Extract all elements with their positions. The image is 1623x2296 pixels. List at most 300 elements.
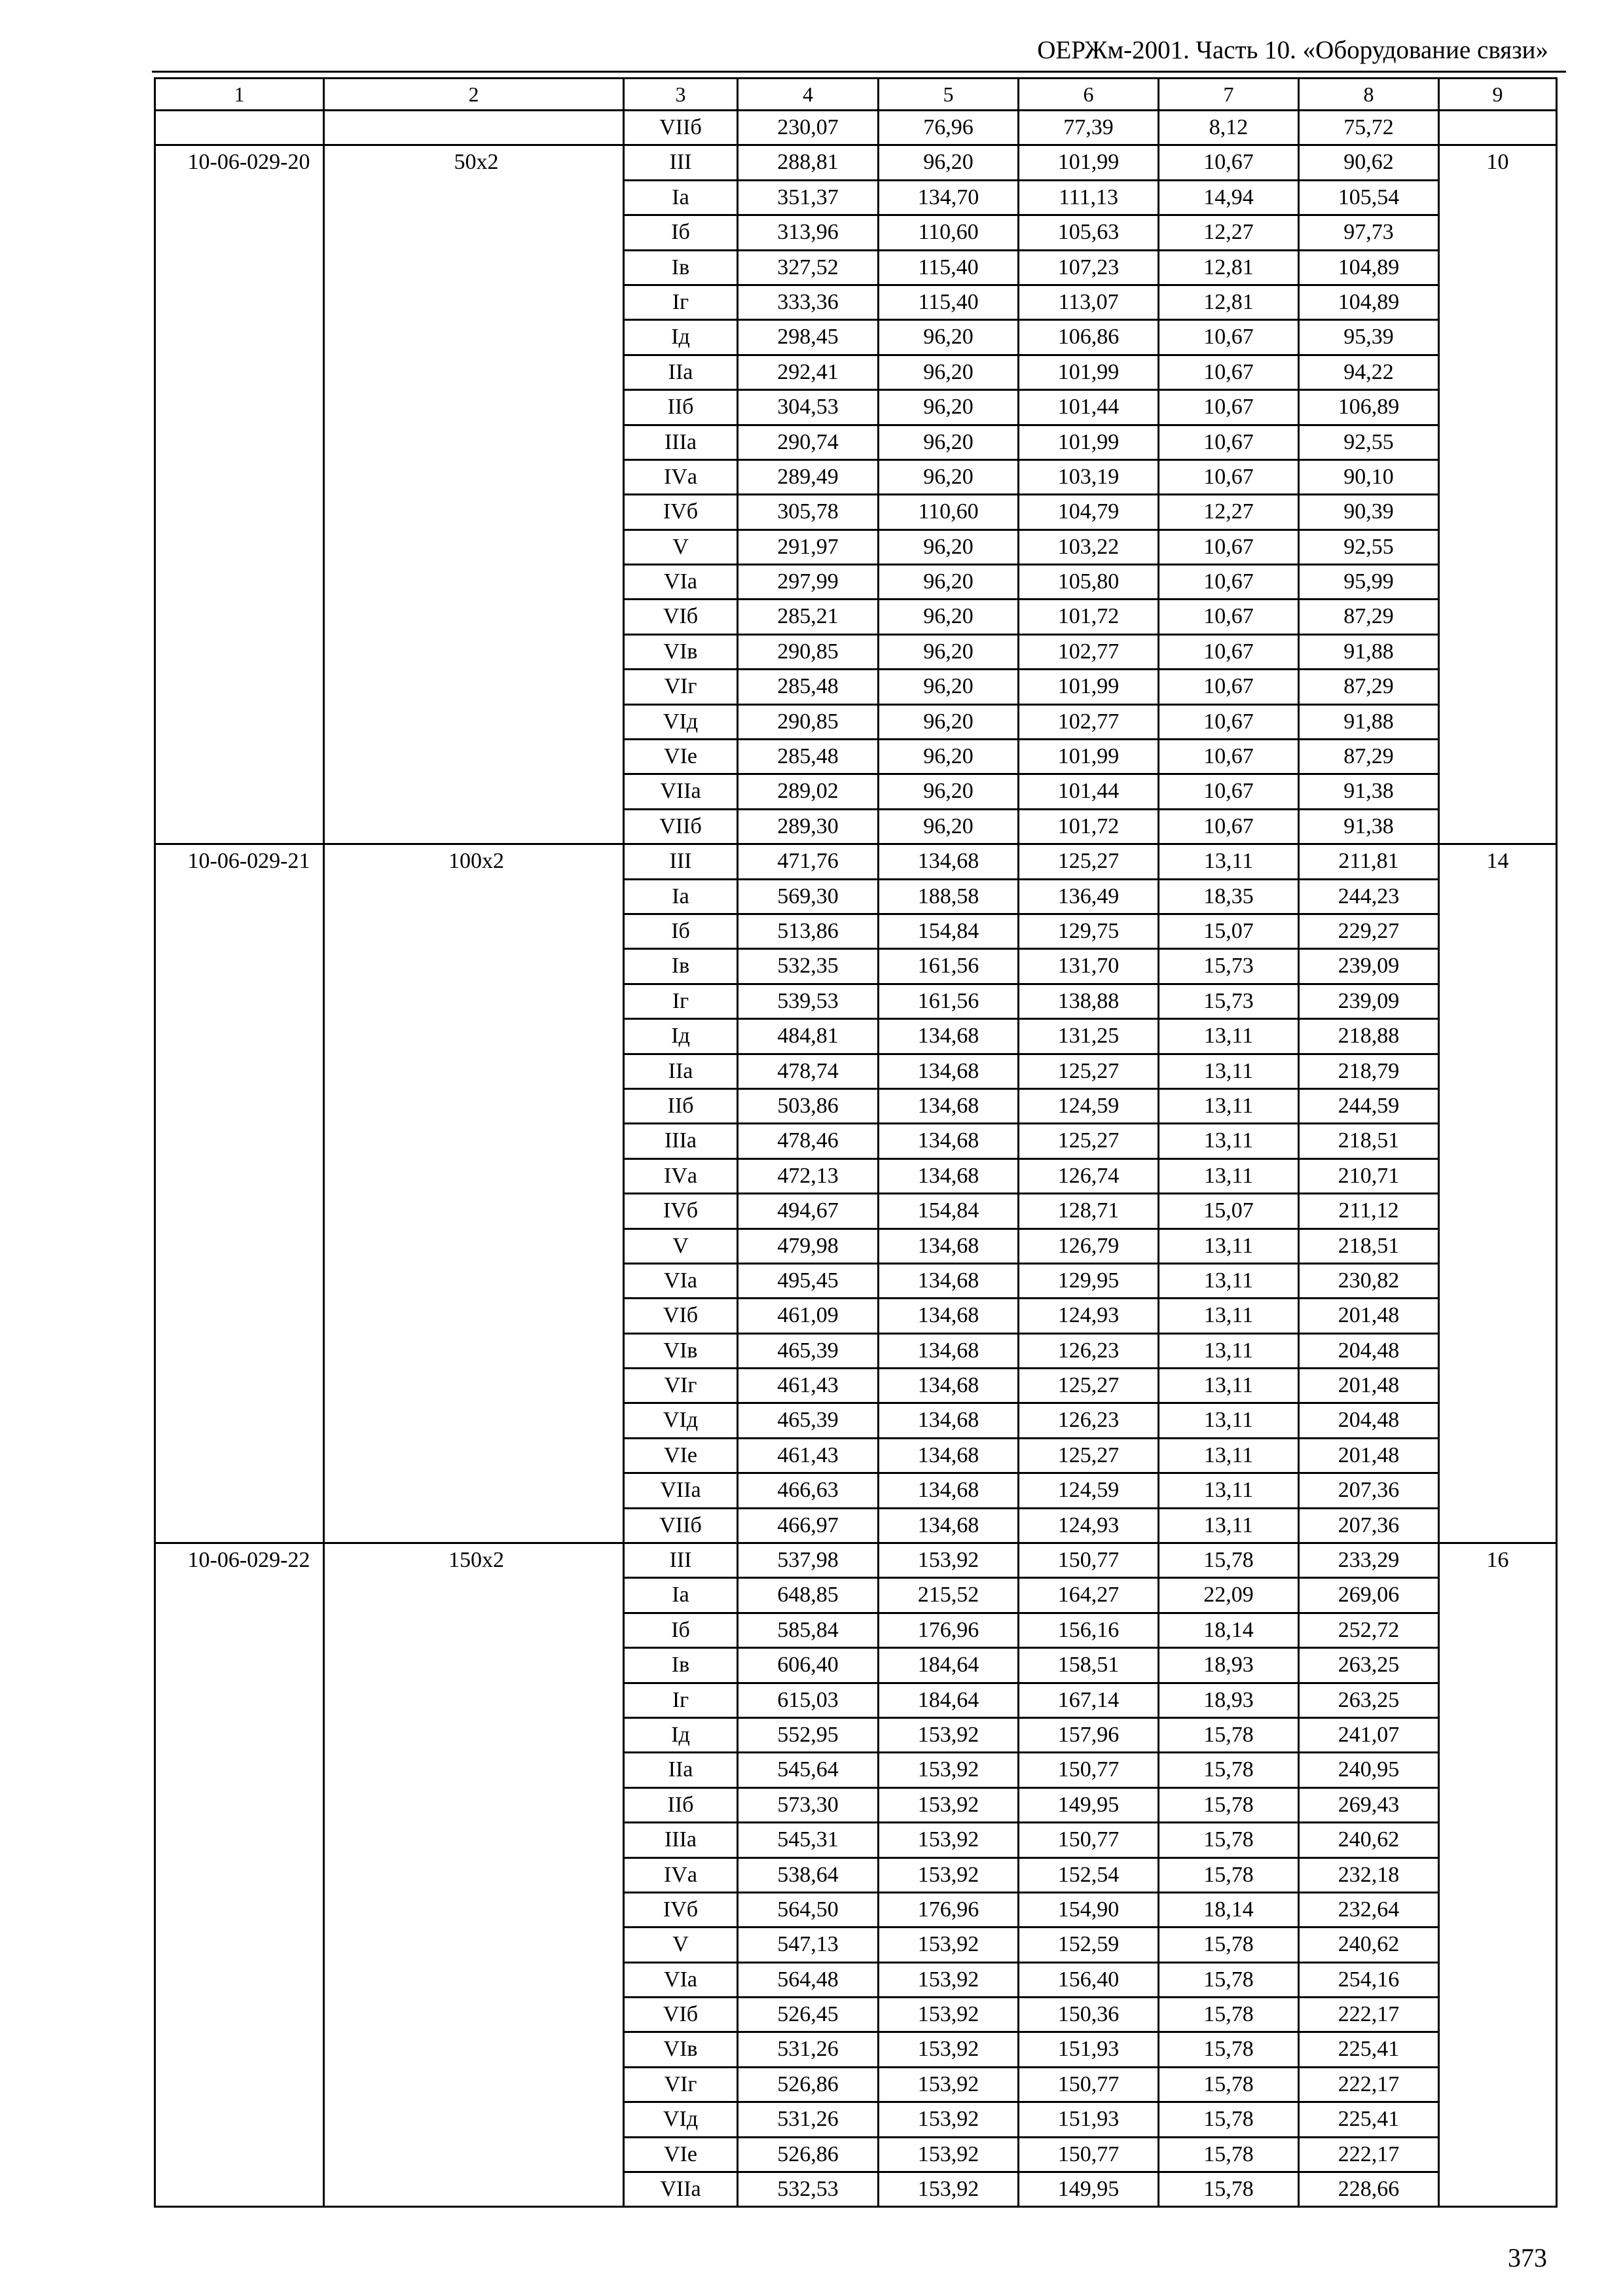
- zone-cell: VIIб: [624, 111, 738, 145]
- driver-wage-cell: 15,73: [1159, 984, 1299, 1018]
- wage-cell: 161,56: [879, 949, 1019, 984]
- zone-cell: IIб: [624, 1088, 738, 1123]
- machine-cell: 102,77: [1019, 704, 1159, 739]
- weight-cell: [1439, 1613, 1557, 1647]
- wage-cell: 134,68: [879, 1124, 1019, 1158]
- table-row: [155, 1928, 1557, 1962]
- size-cell: [324, 670, 624, 704]
- total-cell: 333,36: [738, 285, 879, 319]
- size-cell: [324, 2172, 624, 2207]
- weight-cell: [1439, 355, 1557, 389]
- code-cell: [155, 459, 324, 494]
- wage-cell: 96,20: [879, 529, 1019, 564]
- code-cell: [155, 704, 324, 739]
- driver-wage-cell: 15,78: [1159, 1753, 1299, 1787]
- wage-cell: 96,20: [879, 774, 1019, 809]
- weight-cell: [1439, 809, 1557, 844]
- code-cell: [155, 879, 324, 914]
- material-cell: 87,29: [1299, 600, 1439, 634]
- material-cell: 232,64: [1299, 1892, 1439, 1927]
- code-cell: [155, 2032, 324, 2067]
- wage-cell: 134,68: [879, 1019, 1019, 1054]
- size-cell: [324, 355, 624, 389]
- code-cell: [155, 390, 324, 425]
- weight-cell: [1439, 1194, 1557, 1229]
- table-row: [155, 1473, 1557, 1508]
- machine-cell: 149,95: [1019, 1787, 1159, 1822]
- wage-cell: 115,40: [879, 285, 1019, 319]
- wage-cell: 134,68: [879, 1158, 1019, 1193]
- zone-cell: IIа: [624, 1753, 738, 1787]
- code-cell: [155, 1019, 324, 1054]
- total-cell: 484,81: [738, 1019, 879, 1054]
- weight-cell: [1439, 1333, 1557, 1368]
- machine-cell: 102,77: [1019, 634, 1159, 669]
- material-cell: 106,89: [1299, 390, 1439, 425]
- table-row: [155, 1438, 1557, 1473]
- table-row: [155, 1578, 1557, 1613]
- zone-cell: IIа: [624, 1054, 738, 1088]
- size-cell: [324, 285, 624, 319]
- wage-cell: 134,70: [879, 180, 1019, 215]
- table-row: [155, 1054, 1557, 1088]
- weight-cell: [1439, 529, 1557, 564]
- table-row: [155, 1823, 1557, 1857]
- material-cell: 228,66: [1299, 2172, 1439, 2207]
- code-cell: [155, 1088, 324, 1123]
- code-cell: [155, 1648, 324, 1683]
- zone-cell: VIа: [624, 1263, 738, 1298]
- zone-cell: IVб: [624, 1892, 738, 1927]
- material-cell: 95,39: [1299, 320, 1439, 355]
- size-cell: [324, 1928, 624, 1962]
- code-cell: [155, 809, 324, 844]
- table-row: [155, 1158, 1557, 1193]
- driver-wage-cell: 13,11: [1159, 1158, 1299, 1193]
- zone-cell: IIб: [624, 1787, 738, 1822]
- column-header: 1: [155, 79, 324, 111]
- machine-cell: 104,79: [1019, 495, 1159, 529]
- size-cell: [324, 250, 624, 285]
- table-row: [155, 704, 1557, 739]
- machine-cell: 101,99: [1019, 740, 1159, 774]
- total-cell: 289,30: [738, 809, 879, 844]
- machine-cell: 129,95: [1019, 1263, 1159, 1298]
- zone-cell: IIIа: [624, 1823, 738, 1857]
- total-cell: 304,53: [738, 390, 879, 425]
- weight-cell: [1439, 774, 1557, 809]
- zone-cell: Iб: [624, 914, 738, 948]
- zone-cell: III: [624, 844, 738, 879]
- code-cell: [155, 180, 324, 215]
- total-cell: 532,35: [738, 949, 879, 984]
- weight-cell: [1439, 1299, 1557, 1333]
- code-cell: [155, 565, 324, 600]
- zone-cell: VIIа: [624, 1473, 738, 1508]
- zone-cell: IVа: [624, 1857, 738, 1892]
- size-cell: [324, 495, 624, 529]
- size-cell: [324, 1438, 624, 1473]
- total-cell: 289,02: [738, 774, 879, 809]
- wage-cell: 134,68: [879, 1263, 1019, 1298]
- material-cell: 263,25: [1299, 1648, 1439, 1683]
- table-row: [155, 495, 1557, 529]
- zone-cell: VIIб: [624, 809, 738, 844]
- weight-cell: [1439, 1473, 1557, 1508]
- size-cell: [324, 320, 624, 355]
- code-cell: 10-06-029-22: [155, 1543, 324, 1578]
- size-cell: [324, 740, 624, 774]
- table-row: [155, 425, 1557, 459]
- material-cell: 92,55: [1299, 425, 1439, 459]
- zone-cell: VIв: [624, 1333, 738, 1368]
- code-cell: [155, 984, 324, 1018]
- machine-cell: 150,77: [1019, 2067, 1159, 2102]
- driver-wage-cell: 22,09: [1159, 1578, 1299, 1613]
- machine-cell: 106,86: [1019, 320, 1159, 355]
- total-cell: 298,45: [738, 320, 879, 355]
- driver-wage-cell: 15,78: [1159, 1717, 1299, 1752]
- code-cell: [155, 285, 324, 319]
- driver-wage-cell: 15,07: [1159, 914, 1299, 948]
- size-cell: [324, 425, 624, 459]
- column-header: 2: [324, 79, 624, 111]
- driver-wage-cell: 18,35: [1159, 879, 1299, 914]
- driver-wage-cell: 10,67: [1159, 529, 1299, 564]
- code-cell: [155, 529, 324, 564]
- wage-cell: 134,68: [879, 844, 1019, 879]
- total-cell: 289,49: [738, 459, 879, 494]
- size-cell: [324, 2067, 624, 2102]
- total-cell: 351,37: [738, 180, 879, 215]
- wage-cell: 184,64: [879, 1648, 1019, 1683]
- machine-cell: 128,71: [1019, 1194, 1159, 1229]
- weight-cell: [1439, 1263, 1557, 1298]
- total-cell: 478,46: [738, 1124, 879, 1158]
- zone-cell: IIб: [624, 390, 738, 425]
- wage-cell: 161,56: [879, 984, 1019, 1018]
- machine-cell: 105,63: [1019, 215, 1159, 250]
- size-cell: [324, 1578, 624, 1613]
- machine-cell: 124,93: [1019, 1508, 1159, 1543]
- zone-cell: VIа: [624, 1962, 738, 1997]
- driver-wage-cell: 13,11: [1159, 1333, 1299, 1368]
- total-cell: 466,97: [738, 1508, 879, 1543]
- total-cell: 564,50: [738, 1892, 879, 1927]
- code-cell: [155, 215, 324, 250]
- code-cell: [155, 1333, 324, 1368]
- total-cell: 327,52: [738, 250, 879, 285]
- driver-wage-cell: 12,81: [1159, 250, 1299, 285]
- material-cell: 232,18: [1299, 1857, 1439, 1892]
- driver-wage-cell: 15,78: [1159, 1998, 1299, 2032]
- driver-wage-cell: 13,11: [1159, 1124, 1299, 1158]
- zone-cell: VIе: [624, 1438, 738, 1473]
- driver-wage-cell: 13,11: [1159, 1229, 1299, 1263]
- total-cell: 503,86: [738, 1088, 879, 1123]
- code-cell: [155, 495, 324, 529]
- code-cell: [155, 1892, 324, 1927]
- size-cell: [324, 565, 624, 600]
- size-cell: [324, 1019, 624, 1054]
- total-cell: 573,30: [738, 1787, 879, 1822]
- wage-cell: 153,92: [879, 2102, 1019, 2137]
- weight-cell: [1439, 740, 1557, 774]
- size-cell: [324, 2137, 624, 2172]
- size-cell: [324, 1124, 624, 1158]
- total-cell: 537,98: [738, 1543, 879, 1578]
- code-cell: [155, 1787, 324, 1822]
- machine-cell: 113,07: [1019, 285, 1159, 319]
- weight-cell: [1439, 1088, 1557, 1123]
- weight-cell: 14: [1439, 844, 1557, 879]
- wage-cell: 153,92: [879, 1753, 1019, 1787]
- code-cell: 10-06-029-20: [155, 145, 324, 180]
- wage-cell: 134,68: [879, 1333, 1019, 1368]
- total-cell: 526,86: [738, 2137, 879, 2172]
- weight-cell: [1439, 1438, 1557, 1473]
- driver-wage-cell: 13,11: [1159, 1263, 1299, 1298]
- driver-wage-cell: 15,78: [1159, 1787, 1299, 1822]
- table-row: [155, 1717, 1557, 1752]
- table-row: [155, 1088, 1557, 1123]
- table-row: [155, 1892, 1557, 1927]
- driver-wage-cell: 13,11: [1159, 1508, 1299, 1543]
- material-cell: 91,38: [1299, 774, 1439, 809]
- machine-cell: 154,90: [1019, 1892, 1159, 1927]
- material-cell: 222,17: [1299, 2067, 1439, 2102]
- size-cell: [324, 1403, 624, 1438]
- column-header: 8: [1299, 79, 1439, 111]
- zone-cell: V: [624, 529, 738, 564]
- machine-cell: 101,99: [1019, 145, 1159, 180]
- size-cell: [324, 111, 624, 145]
- total-cell: 285,48: [738, 740, 879, 774]
- weight-cell: [1439, 1369, 1557, 1403]
- wage-cell: 134,68: [879, 1054, 1019, 1088]
- material-cell: 244,23: [1299, 879, 1439, 914]
- code-cell: [155, 1998, 324, 2032]
- code-cell: [155, 320, 324, 355]
- weight-cell: [1439, 2102, 1557, 2137]
- table-row: [155, 459, 1557, 494]
- size-cell: [324, 529, 624, 564]
- code-cell: [155, 2067, 324, 2102]
- size-cell: [324, 1333, 624, 1368]
- machine-cell: 105,80: [1019, 565, 1159, 600]
- material-cell: 201,48: [1299, 1369, 1439, 1403]
- column-number-row: [155, 79, 1557, 111]
- weight-cell: [1439, 1403, 1557, 1438]
- wage-cell: 153,92: [879, 1928, 1019, 1962]
- total-cell: 495,45: [738, 1263, 879, 1298]
- material-cell: 87,29: [1299, 670, 1439, 704]
- table-row: [155, 145, 1557, 180]
- machine-cell: 149,95: [1019, 2172, 1159, 2207]
- running-header: ОЕРЖм-2001. Часть 10. «Оборудование связи»: [1037, 36, 1548, 64]
- driver-wage-cell: 18,14: [1159, 1613, 1299, 1647]
- wage-cell: 176,96: [879, 1892, 1019, 1927]
- zone-cell: Iа: [624, 180, 738, 215]
- zone-cell: VIб: [624, 600, 738, 634]
- zone-cell: V: [624, 1928, 738, 1962]
- driver-wage-cell: 18,14: [1159, 1892, 1299, 1927]
- zone-cell: IVб: [624, 1194, 738, 1229]
- column-header: 5: [879, 79, 1019, 111]
- machine-cell: 138,88: [1019, 984, 1159, 1018]
- table-row: [155, 774, 1557, 809]
- code-cell: [155, 1299, 324, 1333]
- size-cell: [324, 1857, 624, 1892]
- wage-cell: 153,92: [879, 2032, 1019, 2067]
- wage-cell: 76,96: [879, 111, 1019, 145]
- driver-wage-cell: 10,67: [1159, 355, 1299, 389]
- size-cell: [324, 1194, 624, 1229]
- wage-cell: 96,20: [879, 145, 1019, 180]
- total-cell: 545,31: [738, 1823, 879, 1857]
- machine-cell: 131,25: [1019, 1019, 1159, 1054]
- size-cell: [324, 949, 624, 984]
- weight-cell: [1439, 1508, 1557, 1543]
- material-cell: 269,06: [1299, 1578, 1439, 1613]
- zone-cell: IVа: [624, 459, 738, 494]
- weight-cell: [1439, 425, 1557, 459]
- weight-cell: [1439, 215, 1557, 250]
- code-cell: [155, 600, 324, 634]
- zone-cell: Iг: [624, 285, 738, 319]
- machine-cell: 167,14: [1019, 1683, 1159, 1717]
- code-cell: [155, 1683, 324, 1717]
- wage-cell: 215,52: [879, 1578, 1019, 1613]
- code-cell: [155, 2172, 324, 2207]
- total-cell: 285,48: [738, 670, 879, 704]
- wage-cell: 96,20: [879, 565, 1019, 600]
- code-cell: [155, 914, 324, 948]
- table-row: [155, 1613, 1557, 1647]
- machine-cell: 152,54: [1019, 1857, 1159, 1892]
- zone-cell: VIб: [624, 1998, 738, 2032]
- size-cell: [324, 215, 624, 250]
- weight-cell: [1439, 285, 1557, 319]
- table-body: [155, 111, 1557, 2207]
- weight-cell: [1439, 600, 1557, 634]
- material-cell: 218,51: [1299, 1229, 1439, 1263]
- machine-cell: 156,16: [1019, 1613, 1159, 1647]
- size-cell: 100х2: [324, 844, 624, 879]
- material-cell: 218,79: [1299, 1054, 1439, 1088]
- size-cell: [324, 1299, 624, 1333]
- total-cell: 472,13: [738, 1158, 879, 1193]
- total-cell: 285,21: [738, 600, 879, 634]
- weight-cell: [1439, 914, 1557, 948]
- driver-wage-cell: 15,07: [1159, 1194, 1299, 1229]
- table-row: [155, 914, 1557, 948]
- zone-cell: VIIб: [624, 1508, 738, 1543]
- machine-cell: 124,93: [1019, 1299, 1159, 1333]
- machine-cell: 156,40: [1019, 1962, 1159, 1997]
- material-cell: 269,43: [1299, 1787, 1439, 1822]
- table-row: [155, 600, 1557, 634]
- driver-wage-cell: 10,67: [1159, 425, 1299, 459]
- material-cell: 239,09: [1299, 984, 1439, 1018]
- wage-cell: 153,92: [879, 1543, 1019, 1578]
- size-cell: [324, 2102, 624, 2137]
- zone-cell: VIIа: [624, 2172, 738, 2207]
- material-cell: 222,17: [1299, 2137, 1439, 2172]
- driver-wage-cell: 13,11: [1159, 1019, 1299, 1054]
- size-cell: [324, 1263, 624, 1298]
- wage-cell: 153,92: [879, 1962, 1019, 1997]
- table-row: [155, 320, 1557, 355]
- table-row: [155, 529, 1557, 564]
- table-row: [155, 1229, 1557, 1263]
- material-cell: 204,48: [1299, 1403, 1439, 1438]
- table-row: [155, 1263, 1557, 1298]
- wage-cell: 96,20: [879, 809, 1019, 844]
- driver-wage-cell: 12,27: [1159, 495, 1299, 529]
- material-cell: 94,22: [1299, 355, 1439, 389]
- machine-cell: 101,72: [1019, 600, 1159, 634]
- material-cell: 210,71: [1299, 1158, 1439, 1193]
- table-row: [155, 670, 1557, 704]
- size-cell: [324, 774, 624, 809]
- size-cell: [324, 1753, 624, 1787]
- table-row: [155, 111, 1557, 145]
- machine-cell: 124,59: [1019, 1088, 1159, 1123]
- material-cell: 211,81: [1299, 844, 1439, 879]
- machine-cell: 151,93: [1019, 2032, 1159, 2067]
- page-number: 373: [1508, 2243, 1547, 2272]
- wage-cell: 176,96: [879, 1613, 1019, 1647]
- machine-cell: 125,27: [1019, 1124, 1159, 1158]
- machine-cell: 101,99: [1019, 355, 1159, 389]
- zone-cell: VIб: [624, 1299, 738, 1333]
- total-cell: 465,39: [738, 1403, 879, 1438]
- wage-cell: 96,20: [879, 670, 1019, 704]
- weight-cell: [1439, 1054, 1557, 1088]
- total-cell: 531,26: [738, 2032, 879, 2067]
- code-cell: [155, 1613, 324, 1647]
- table-row: [155, 740, 1557, 774]
- driver-wage-cell: 10,67: [1159, 704, 1299, 739]
- table-row: [155, 355, 1557, 389]
- material-cell: 254,16: [1299, 1962, 1439, 1997]
- wage-cell: 110,60: [879, 495, 1019, 529]
- wage-cell: 134,68: [879, 1473, 1019, 1508]
- wage-cell: 153,92: [879, 1857, 1019, 1892]
- weight-cell: [1439, 1857, 1557, 1892]
- total-cell: 494,67: [738, 1194, 879, 1229]
- zone-cell: Iд: [624, 1717, 738, 1752]
- material-cell: 90,39: [1299, 495, 1439, 529]
- zone-cell: Iв: [624, 1648, 738, 1683]
- table-row: [155, 1403, 1557, 1438]
- machine-cell: 125,27: [1019, 1369, 1159, 1403]
- table-row: [155, 1369, 1557, 1403]
- size-cell: [324, 704, 624, 739]
- size-cell: [324, 1823, 624, 1857]
- wage-cell: 188,58: [879, 879, 1019, 914]
- weight-cell: [1439, 1787, 1557, 1822]
- size-cell: [324, 984, 624, 1018]
- weight-cell: [1439, 459, 1557, 494]
- total-cell: 648,85: [738, 1578, 879, 1613]
- material-cell: 104,89: [1299, 285, 1439, 319]
- driver-wage-cell: 15,78: [1159, 1543, 1299, 1578]
- total-cell: 538,64: [738, 1857, 879, 1892]
- weight-cell: [1439, 1158, 1557, 1193]
- driver-wage-cell: 15,78: [1159, 2102, 1299, 2137]
